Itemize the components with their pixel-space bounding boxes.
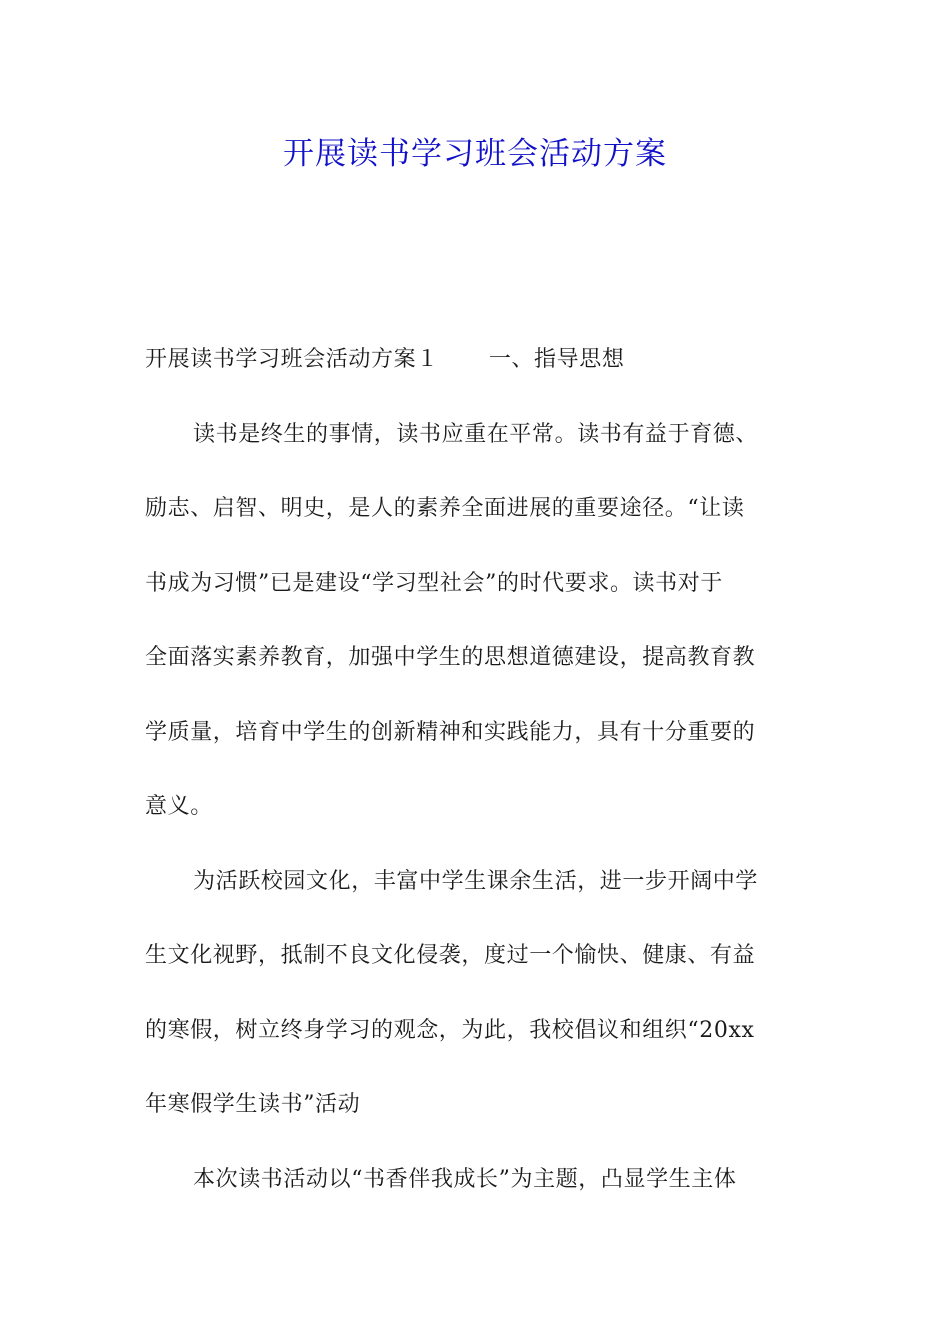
document-title: 开展读书学习班会活动方案 (283, 136, 667, 172)
section-heading (145, 345, 810, 375)
paragraph-line: 书成为习惯”已是建设“学习型社会”的时代要求。读书对于 (145, 571, 723, 596)
paragraph-line: 的寒假，树立终身学习的观念，为此，我校倡议和组织“20xx (145, 1018, 755, 1043)
paragraph-line: 本次读书活动以“书香伴我成长”为主题，凸显学生主体 (193, 1167, 737, 1192)
paragraph-line: 为活跃校园文化，丰富中学生课余生活，进一步开阔中学 (193, 869, 759, 894)
paragraph-line: 年寒假学生读书”活动 (145, 1092, 361, 1117)
paragraph-line: 全面落实素养教育，加强中学生的思想道德建设，提高教育教 (145, 645, 756, 670)
paragraph-line: 意义。 (145, 794, 213, 819)
section-heading-right: 一、指导思想 (488, 347, 625, 372)
paragraph-line: 励志、启智、明史，是人的素养全面进展的重要途径。“让读 (145, 496, 745, 521)
paragraph-line: 生文化视野，抵制不良文化侵袭，度过一个愉快、健康、有益 (145, 943, 756, 968)
paragraph-line: 读书是终生的事情，读书应重在平常。读书有益于育德、 (193, 422, 759, 447)
paragraph-line: 学质量，培育中学生的创新精神和实践能力，具有十分重要的 (145, 720, 756, 745)
section-heading-left: 开展读书学习班会活动方案１ (145, 347, 439, 372)
